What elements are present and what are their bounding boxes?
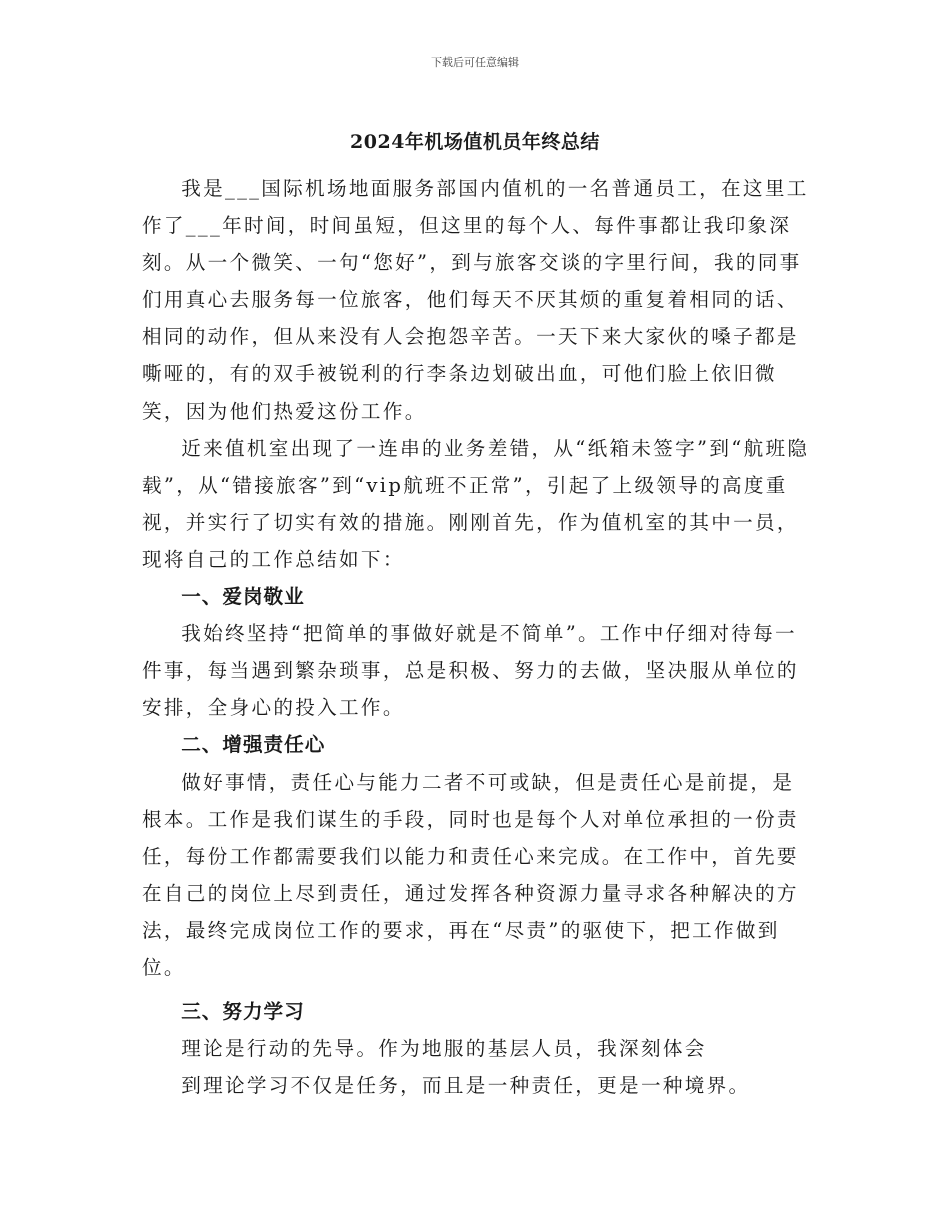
section-heading-2: 二、增强责任心 [181,733,326,757]
document-body [142,170,814,1104]
paragraph-intro: 我是___国际机场地面服务部国内值机的一名普通员工，在这里工作了___年时间，时间虽短，但这里的每个人、每件事都让我印象深刻。从一个微笑、一句“您好”，到与旅客交谈的字里行间，我的同事们用真心去服务每一位旅客，他们每天不厌其烦的重复着相同的话、相同的动作，但从来没有人会抱怨辛苦。一天下来大家伙的嗓子都是嘶哑的，有的双手被锐利的行李条边划破出血，可他们脸上依旧微笑，因为他们热爱这份工作。 [142,177,809,423]
document-title: 2024年机场值机员年终总结 [350,131,600,153]
section-heading-3: 三、努力学习 [181,1000,305,1024]
paragraph-study-line-1: 理论是行动的先导。作为地服的基层人员，我深刻体会 [181,1037,707,1061]
paragraph-errors: 近来值机室出现了一连串的业务差错，从“纸箱未签字”到“航班隐载”，从“错接旅客”到“vip航班不正常”，引起了上级领导的高度重视，并实行了切实有效的措施。刚刚首先，作为值机室的其中一员，现将自己的工作总结如下： [142,436,810,571]
paragraph-responsibility: 做好事情，责任心与能力二者不可或缺，但是责任心是前提，是根本。工作是我们谋生的手段，同时也是每个人对单位承担的一份责任，每份工作都需要我们以能力和责任心来完成。在工作中，首先要在自己的岗位上尽到责任，通过发挥各种资源力量寻求各种解决的方法，最终完成岗位工作的要求，再在“尽责”的驱使下，把工作做到位。 [142,770,799,979]
paragraph-dedication: 我始终坚持“把简单的事做好就是不简单”。工作中仔细对待每一件事，每当遇到繁杂琐事，总是积极、努力的去做，坚决服从单位的安排，全身心的投入工作。 [142,622,799,720]
section-heading-1: 一、爱岗敬业 [181,585,305,609]
paragraph-study-line-2: 到理论学习不仅是任务，而且是一种责任，更是一种境界。 [181,1074,751,1098]
page-header-note: 下载后可任意编辑 [431,56,519,69]
